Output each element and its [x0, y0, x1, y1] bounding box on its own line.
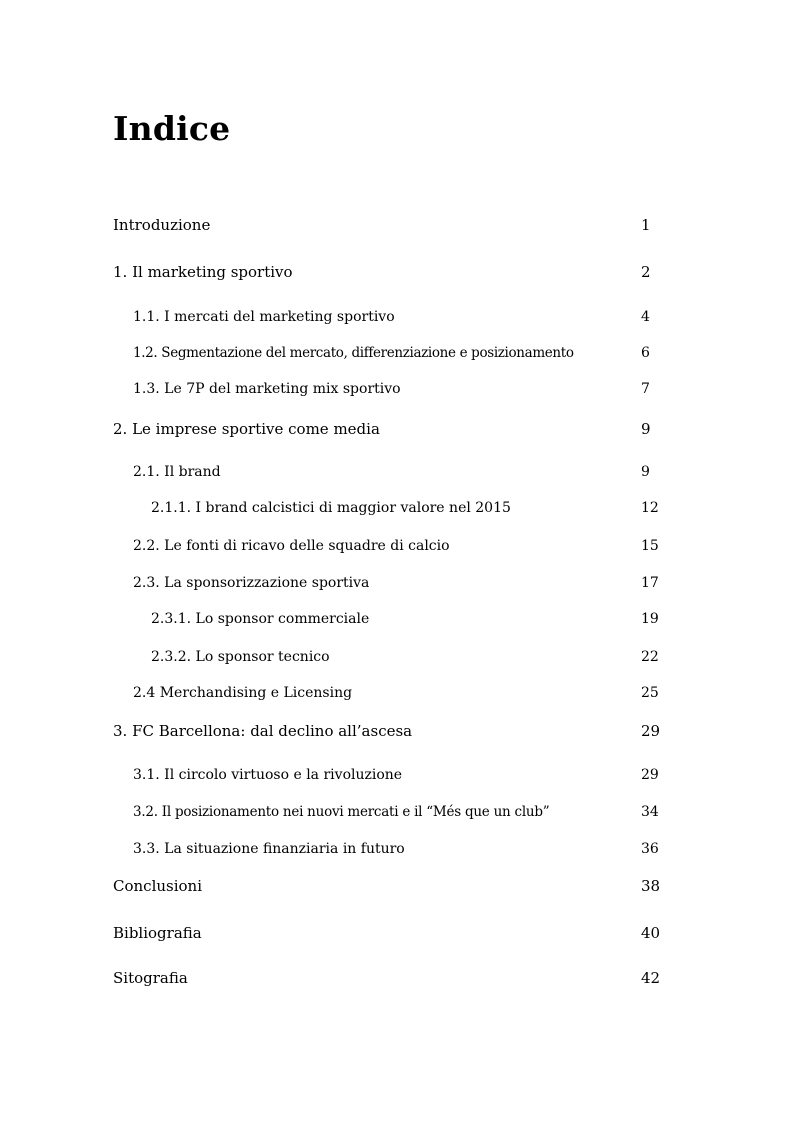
toc-entry-title: 3.1. Il circolo virtuoso e la rivoluzione [133, 767, 403, 783]
toc-entry-page: 22 [641, 649, 659, 665]
toc-entry-page: 29 [641, 767, 659, 783]
toc-entry-page: 25 [641, 685, 659, 701]
toc-entry-title: 1. Il marketing sportivo [113, 263, 293, 281]
toc-entry-title: Bibliografia [113, 924, 202, 942]
toc-entry-title: 2.2. Le fonti di ricavo delle squadre di calcio [133, 538, 450, 554]
toc-entry-title: Introduzione [113, 216, 211, 234]
toc-entry-title: 3.2. Il posizionamento nei nuovi mercati e il “Més que un club” [133, 804, 550, 820]
toc-entry-title: 3.3. La situazione finanziaria in futuro [133, 841, 405, 857]
toc-entry-page: 38 [641, 877, 661, 895]
toc-entry-page: 2 [641, 263, 651, 281]
toc-entry-title: 2.1. Il brand [133, 464, 221, 480]
toc-entry-page: 29 [641, 722, 661, 740]
toc-entry-page: 12 [641, 500, 659, 516]
page-title: Indice [113, 109, 231, 148]
toc-entry-page: 19 [641, 611, 659, 627]
toc-entry-page: 42 [641, 969, 661, 987]
toc-entry-page: 34 [641, 804, 659, 820]
toc-entry-page: 36 [641, 841, 659, 857]
toc-entry-title: 1.2. Segmentazione del mercato, differenziazione e posizionamento [133, 345, 574, 361]
toc-entry-page: 40 [641, 924, 661, 942]
toc-entry-page: 4 [641, 309, 650, 325]
toc-entry-page: 1 [641, 216, 651, 234]
toc-entry-title: 3. FC Barcellona: dal declino all’ascesa [113, 722, 413, 740]
toc-entry-page: 17 [641, 575, 659, 591]
toc-entry-page: 7 [641, 381, 650, 397]
toc-entry-title: 2.3.1. Lo sponsor commerciale [151, 611, 370, 627]
toc-entry-title: 2. Le imprese sportive come media [113, 420, 380, 438]
toc-entry-title: Sitografia [113, 969, 188, 987]
toc-entry-title: 2.3.2. Lo sponsor tecnico [151, 649, 330, 665]
toc-entry-page: 15 [641, 538, 659, 554]
toc-entry-page: 6 [641, 345, 650, 361]
toc-entry-title: 2.1.1. I brand calcistici di maggior valore nel 2015 [151, 500, 511, 516]
toc-entry-title: 2.3. La sponsorizzazione sportiva [133, 575, 370, 591]
toc-entry-page: 9 [641, 464, 650, 480]
toc-entry-page: 9 [641, 420, 651, 438]
toc-entry-title: 2.4 Merchandising e Licensing [133, 685, 353, 701]
toc-entry-title: 1.3. Le 7P del marketing mix sportivo [133, 381, 401, 397]
toc-entry-title: Conclusioni [113, 877, 203, 895]
toc-entry-title: 1.1. I mercati del marketing sportivo [133, 309, 395, 325]
